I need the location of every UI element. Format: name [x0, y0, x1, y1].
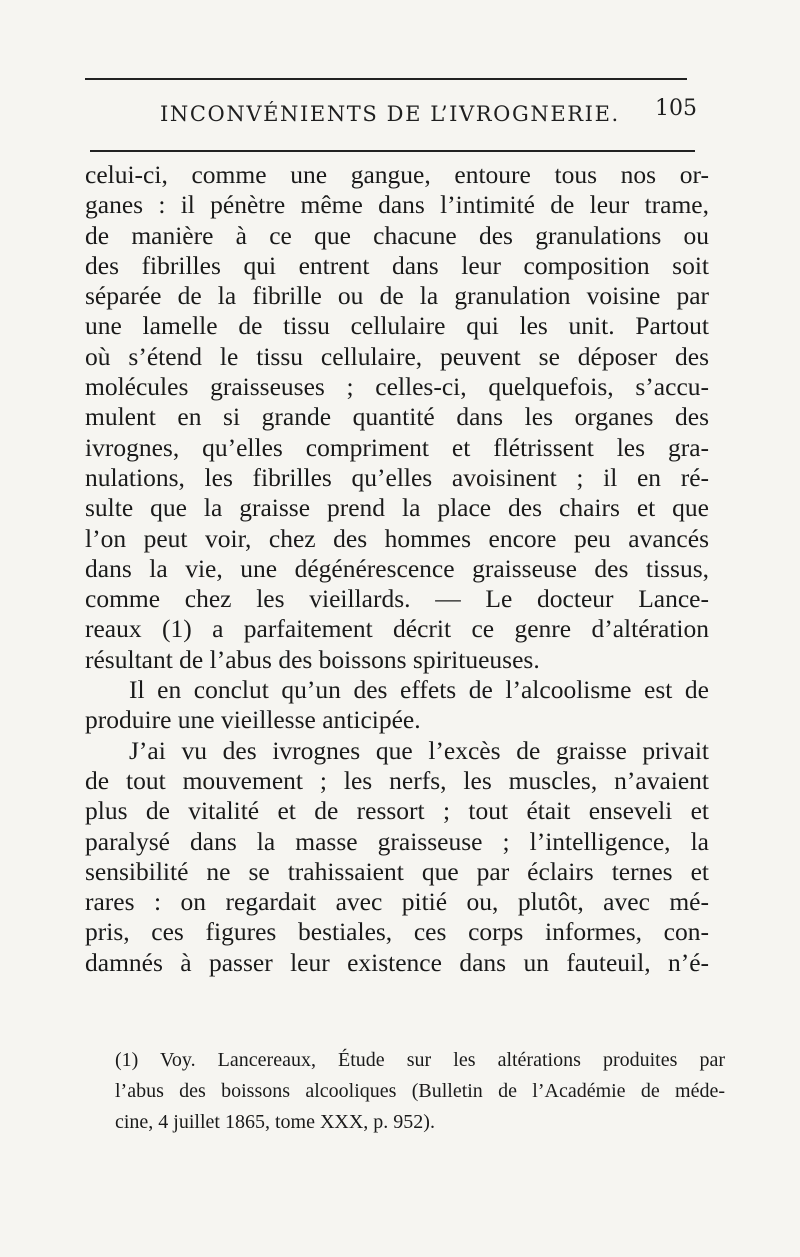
text-line: une lamelle de tissu cellulaire qui les unit. Partout — [85, 311, 709, 341]
text-line: reaux (1) a parfaitement décrit ce genre d’altération — [85, 614, 709, 644]
text-line: ganes : il pénètre même dans l’intimité de leur trame, — [85, 190, 709, 220]
footnote-line: cine, 4 juillet 1865, tome XXX, p. 952). — [115, 1111, 435, 1133]
text-line: plus de vitalité et de ressort ; tout était enseveli et — [85, 796, 709, 826]
text-line: de tout mouvement ; les nerfs, les muscles, n’avaient — [85, 765, 709, 795]
body-text — [85, 160, 709, 978]
text-line: de manière à ce que chacune des granulations ou — [85, 220, 709, 250]
text-line: où s’étend le tissu cellulaire, peuvent se déposer des — [85, 341, 709, 371]
text-line: sulte que la graisse prend la place des chairs et que — [85, 493, 709, 523]
text-line: paralysé dans la masse graisseuse ; l’intelligence, la — [85, 826, 709, 856]
running-head — [85, 98, 697, 132]
text-line: damnés à passer leur existence dans un fauteuil, n’é- — [85, 947, 709, 977]
text-line: comme chez les vieillards. — Le docteur Lance- — [85, 584, 709, 614]
text-line: produire une vieillesse anticipée. — [85, 705, 421, 735]
text-line: des fibrilles qui entrent dans leur composition soit — [85, 250, 709, 280]
top-rule — [85, 78, 687, 80]
text-line: séparée de la fibrille ou de la granulation voisine par — [85, 281, 709, 311]
paragraph-2 — [85, 675, 709, 736]
text-line: ivrognes, qu’elles compriment et flétrissent les gra- — [85, 432, 709, 462]
text-line: résultant de l’abus des boissons spiritueuses. — [85, 644, 540, 674]
text-line: Il en conclut qu’un des effets de l’alcoolisme est de — [129, 675, 709, 705]
text-line: pris, ces figures bestiales, ces corps informes, con- — [85, 917, 709, 947]
text-line: dans la vie, une dégénérescence graisseuse des tissus, — [85, 553, 709, 583]
text-line: celui-ci, comme une gangue, entoure tous nos or- — [85, 160, 709, 189]
text-line: rares : on regardait avec pitié ou, plutôt, avec mé- — [85, 887, 709, 917]
paragraph-3 — [85, 736, 709, 978]
text-line: nulations, les fibrilles qu’elles avoisinent ; il en ré- — [85, 462, 709, 492]
page-number: 105 — [655, 96, 697, 121]
text-line: sensibilité ne se trahissaient que par éclairs ternes et — [85, 856, 709, 886]
text-line: molécules graisseuses ; celles-ci, quelquefois, s’accu- — [85, 372, 709, 402]
footnote — [115, 1045, 725, 1138]
text-line: mulent en si grande quantité dans les organes des — [85, 402, 709, 432]
running-title: INCONVÉNIENTS DE L’IVROGNERIE. — [160, 102, 620, 126]
footnote-line: (1) Voy. Lancereaux, Étude sur les altérations produites par — [115, 1049, 725, 1071]
header-rule — [90, 150, 695, 152]
text-line: J’ai vu des ivrognes que l’excès de graisse privait — [129, 735, 709, 765]
footnote-line: l’abus des boissons alcooliques (Bulletin de l’Académie de méde- — [115, 1080, 725, 1102]
paragraph-1 — [85, 160, 709, 675]
text-line: l’on peut voir, chez des hommes encore peu avancés — [85, 523, 709, 553]
